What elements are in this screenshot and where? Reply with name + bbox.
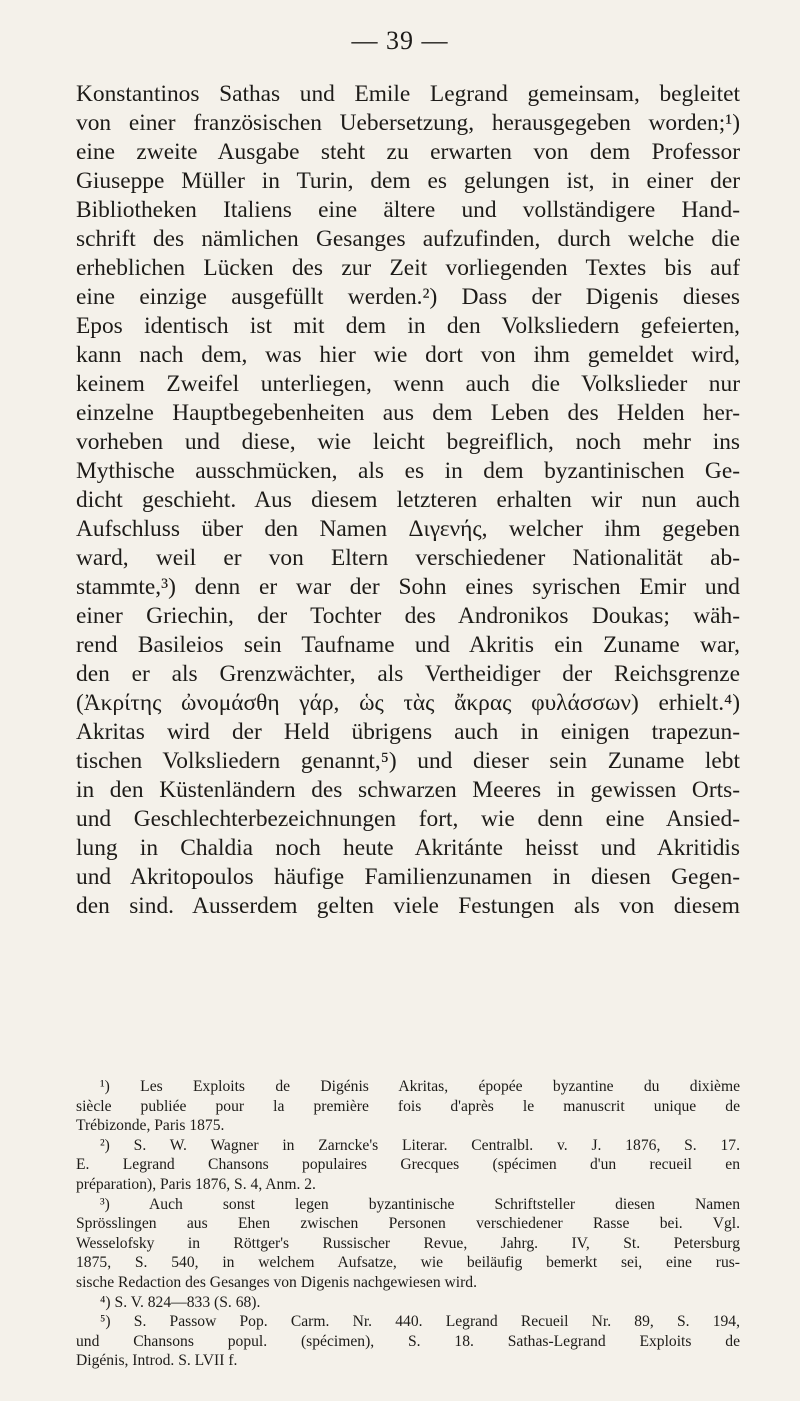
- footnote-line: sische Redaction des Gesanges von Digenis nachgewiesen wird.: [76, 1273, 477, 1291]
- body-line: Bibliotheken Italiens eine ältere und vollständigere Hand-: [76, 197, 740, 223]
- footnote-line: Trébizonde, Paris 1875.: [76, 1117, 225, 1135]
- body-line: Akritas wird der Held übrigens auch in einigen trapezun-: [76, 719, 740, 745]
- body-line: ward, weil er von Eltern verschiedener Nationalität ab-: [76, 545, 740, 571]
- footnote-line: ¹) Les Exploits de Digénis Akritas, épopée byzantine du dixième: [100, 1078, 740, 1095]
- body-line: stammte,³) denn er war der Sohn eines syrischen Emir und: [76, 574, 740, 600]
- body-line: keinem Zweifel unterliegen, wenn auch die Volkslieder nur: [76, 371, 740, 397]
- body-line: und Akritopoulos häufige Familienzunamen in diesen Gegen-: [76, 864, 740, 890]
- body-line: (Ἀκρίτης ὠνομάσθη γάρ, ὡς τὰς ἄκρας φυλάσσων) erhielt.⁴): [76, 690, 740, 716]
- body-line: kann nach dem, was hier wie dort von ihm gemeldet wird,: [76, 342, 740, 368]
- body-line: dicht geschieht. Aus diesem letzteren erhalten wir nun auch: [76, 487, 740, 513]
- body-line: lung in Chaldia noch heute Akritánte heisst und Akritidis: [76, 835, 740, 861]
- body-line: von einer französischen Uebersetzung, herausgegeben worden;¹): [76, 110, 740, 136]
- body-line: Mythische ausschmücken, als es in dem byzantinischen Ge-: [76, 458, 740, 484]
- body-line: Epos identisch ist mit dem in den Volksliedern gefeierten,: [76, 313, 740, 339]
- body-line: Giuseppe Müller in Turin, dem es gelungen ist, in einer der: [76, 168, 740, 194]
- footnote-line: 1875, S. 540, in welchem Aufsatze, wie beiläufig bemerkt sei, eine rus-: [76, 1254, 740, 1272]
- footnote-line: E. Legrand Chansons populaires Grecques (spécimen d'un recueil en: [76, 1156, 740, 1174]
- body-line: eine zweite Ausgabe steht zu erwarten von dem Professor: [76, 139, 740, 165]
- footnote-line: und Chansons popul. (spécimen), S. 18. Sathas-Legrand Exploits de: [76, 1332, 740, 1350]
- body-line: tischen Volksliedern genannt,⁵) und dieser sein Zuname lebt: [76, 748, 740, 774]
- footnote-line: Sprösslingen aus Ehen zwischen Personen verschiedener Rasse bei. Vgl.: [76, 1215, 740, 1233]
- body-line: rend Basileios sein Taufname und Akritis ein Zuname war,: [76, 632, 740, 658]
- footnote-line: préparation), Paris 1876, S. 4, Anm. 2.: [76, 1175, 316, 1193]
- body-line: einer Griechin, der Tochter des Andronikos Doukas; wäh-: [76, 603, 740, 629]
- footnote-line: ⁴) S. V. 824—833 (S. 68).: [100, 1293, 261, 1311]
- footnote-line: ⁵) S. Passow Pop. Carm. Nr. 440. Legrand Recueil Nr. 89, S. 194,: [100, 1313, 740, 1331]
- footnote-line: ²) S. W. Wagner in Zarncke's Literar. Centralbl. v. J. 1876, S. 17.: [100, 1136, 740, 1154]
- footnote-line: siècle publiée pour la première fois d'après le manuscrit unique de: [76, 1097, 740, 1115]
- page-number: — 39 —: [351, 26, 449, 55]
- body-line: Konstantinos Sathas und Emile Legrand gemeinsam, begleitet: [76, 81, 740, 107]
- body-line: den sind. Ausserdem gelten viele Festungen als von diesem: [76, 893, 740, 919]
- body-text: [76, 80, 740, 921]
- footnotes: [76, 1077, 740, 1371]
- footnote-line: Digénis, Introd. S. LVII f.: [76, 1352, 238, 1370]
- body-line: den er als Grenzwächter, als Vertheidiger der Reichsgrenze: [76, 661, 740, 687]
- body-line: einzelne Hauptbegebenheiten aus dem Leben des Helden her-: [76, 400, 740, 426]
- body-line: schrift des nämlichen Gesanges aufzufinden, durch welche die: [76, 226, 740, 252]
- body-line: in den Küstenländern des schwarzen Meeres in gewissen Orts-: [76, 777, 740, 803]
- footnote-line: Wesselofsky in Röttger's Russischer Revue, Jahrg. IV, St. Petersburg: [76, 1234, 740, 1252]
- footnote-line: ³) Auch sonst legen byzantinische Schriftsteller diesen Namen: [100, 1195, 740, 1213]
- body-line: und Geschlechterbezeichnungen fort, wie denn eine Ansied-: [76, 806, 740, 832]
- body-line: Aufschluss über den Namen Διγενής, welcher ihm gegeben: [76, 516, 740, 542]
- body-line: eine einzige ausgefüllt werden.²) Dass der Digenis dieses: [76, 284, 740, 310]
- body-line: erheblichen Lücken des zur Zeit vorliegenden Textes bis auf: [76, 255, 740, 281]
- body-line: vorheben und diese, wie leicht begreiflich, noch mehr ins: [76, 429, 740, 455]
